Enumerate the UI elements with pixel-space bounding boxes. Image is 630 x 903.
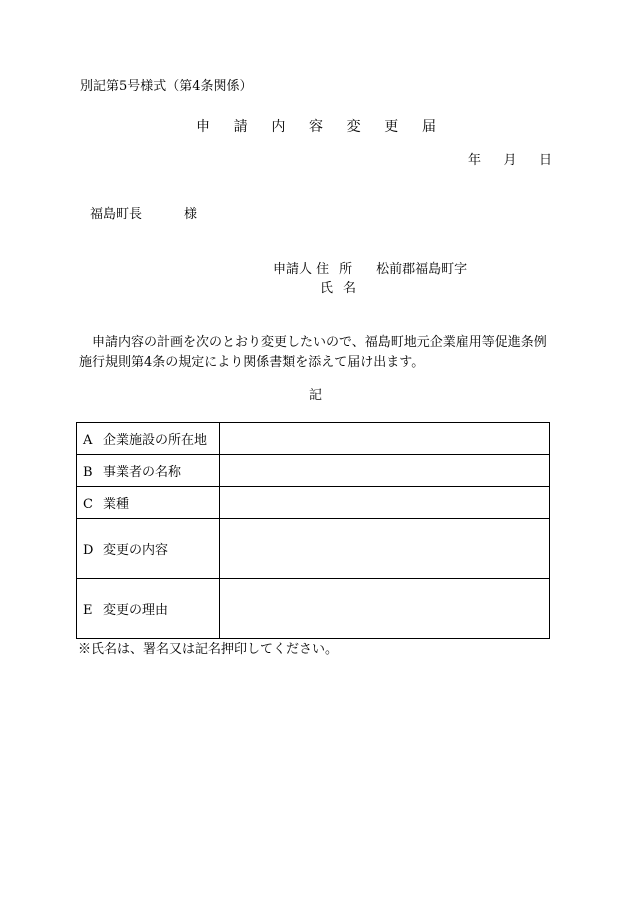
date-line (468, 154, 552, 167)
table-row (77, 487, 550, 519)
row-letter: D (83, 543, 94, 558)
date-day: 日 (538, 153, 552, 168)
title-char: 容 (308, 119, 323, 135)
row-value[interactable] (220, 455, 550, 487)
table-row (77, 455, 550, 487)
row-label-text: 業種 (103, 497, 130, 512)
recipient-honorific: 様 (184, 207, 198, 222)
row-label (77, 519, 220, 579)
row-label-text: 変更の内容 (103, 543, 169, 558)
row-label (77, 455, 220, 487)
table-row (77, 423, 550, 455)
row-letter: A (83, 433, 93, 448)
row-label-text: 企業施設の所在地 (103, 433, 208, 448)
row-letter: C (83, 497, 93, 512)
row-label (77, 487, 220, 519)
date-year: 年 (468, 153, 482, 168)
applicant-role: 申請人 (273, 262, 313, 277)
document-title (196, 120, 436, 134)
body-text: 申請内容の計画を次のとおり変更したいので、福島町地元企業雇用等促進条例施行規則第4条の規定により関係書類を添えて届け出ます。 (79, 335, 547, 370)
table-row (77, 579, 550, 639)
title-char: 申 (196, 119, 210, 135)
items-table (76, 422, 550, 639)
row-label (77, 423, 220, 455)
row-value[interactable] (220, 487, 550, 519)
row-label-text: 変更の理由 (103, 603, 169, 618)
title-char: 更 (384, 119, 399, 135)
date-month: 月 (503, 153, 517, 168)
title-char: 内 (271, 119, 286, 135)
applicant-address-line (273, 263, 467, 276)
address-value: 松前郡福島町字 (376, 262, 468, 277)
title-char: 変 (346, 119, 361, 135)
ki-heading: 記 (309, 388, 323, 403)
form-number: 別記第5号様式（第4条関係） (80, 79, 253, 94)
title-char: 請 (233, 119, 248, 135)
row-value[interactable] (220, 423, 550, 455)
recipient-name: 福島町長 (90, 207, 143, 222)
row-value[interactable] (220, 579, 550, 639)
footnote: ※氏名は、署名又は記名押印してください。 (78, 642, 339, 657)
title-char: 届 (421, 119, 436, 135)
row-label (77, 579, 220, 639)
recipient (90, 208, 197, 221)
row-value[interactable] (220, 519, 550, 579)
row-letter: E (83, 603, 93, 618)
name-label: 氏名 (320, 281, 367, 296)
row-letter: B (83, 465, 93, 480)
address-label: 住所 (316, 262, 363, 277)
row-label-text: 事業者の名称 (103, 465, 182, 480)
table-row (77, 519, 550, 579)
